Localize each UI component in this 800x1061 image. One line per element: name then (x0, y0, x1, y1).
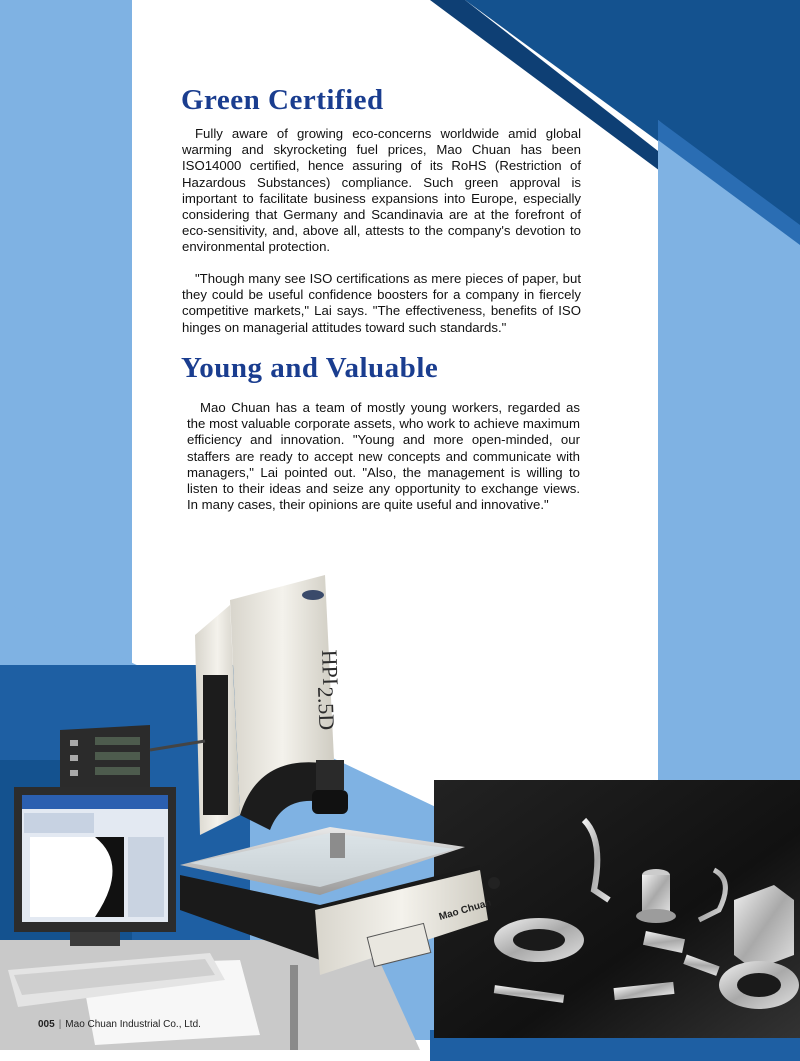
footer-separator: | (58, 1019, 62, 1030)
machine-brand-label: Mao Chuan (437, 897, 493, 923)
paragraph-green-2: "Though many see ISO certifications as mere pieces of paper, but they could be useful confidence boosters for a company in fiercely competitive markets," Lai says. "The effectiveness, benefits of ISO hinges on managerial attitudes toward such standards." (182, 271, 581, 335)
paragraph-young-1: Mao Chuan has a team of mostly young workers, regarded as the most valuable corporate assets, who work to achieve maximum efficiency and innovation. "Young and more open-minded, our staffers are ready to accept new concepts and communicate with managers," Lai pointed out. "Also, the management is willing to listen to their ideas and seize any opportunity to exchange views. In many cases, their opinions are quite useful and innovative." (187, 400, 580, 513)
column-text-25d: 2.5D (313, 686, 340, 731)
page-number: 005 (38, 1019, 55, 1030)
footer-company: Mao Chuan Industrial Co., Ltd. (65, 1019, 201, 1030)
column-text-hpi: HPI (317, 649, 344, 686)
footer (38, 1019, 201, 1030)
section-heading-green-certified: Green Certified (181, 84, 384, 116)
measuring-machine-photo (0, 565, 500, 1050)
paragraph-green-1: Fully aware of growing eco-concerns worldwide amid global warming and skyrocketing fuel prices, Mao Chuan has been ISO14000 certified, hence assuring of its RoHS (Restriction of Hazardous Substances) compliance. Such green approval is important to facilitate business expansions into Europe, especially considering that Germany and Scandinavia are at the forefront of eco-sensitivity, and, above all, attests to the company's devotion to environmental protection. (182, 126, 581, 255)
section-heading-young-valuable: Young and Valuable (181, 352, 439, 384)
